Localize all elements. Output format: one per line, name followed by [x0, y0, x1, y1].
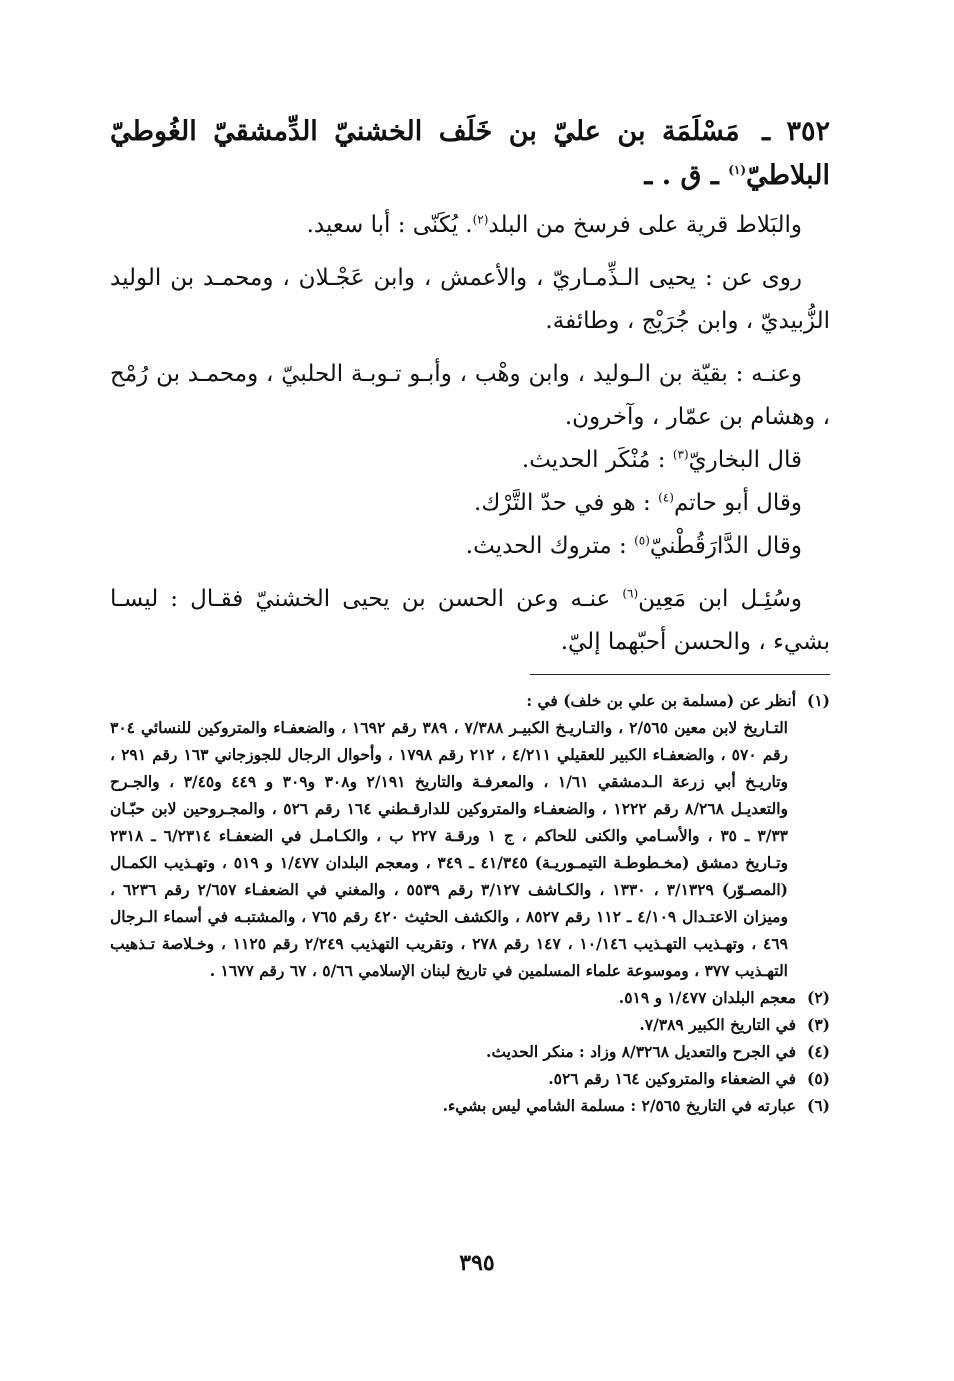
entry-number: ٣٥٢ ـ	[762, 116, 831, 147]
page-number: ٣٩٥	[459, 1250, 495, 1276]
footnote-mark: (٣)	[806, 1015, 830, 1034]
paragraph: قال البخاريّ$^{(٣)}$ : مُنْكَر الحديث.	[521, 447, 802, 473]
footnote-ref: (٢)	[472, 212, 489, 227]
footnote-mark: (٤)	[806, 1042, 830, 1061]
footnote-ref: (٦)	[622, 586, 639, 601]
footnote-ref: (٥)	[634, 533, 650, 548]
footnote-mark: (٥)	[806, 1069, 830, 1088]
footnote-divider	[530, 674, 830, 675]
footnote-ref: (٣)	[672, 447, 689, 462]
paragraph: وعنـه : بقيّة بن الـوليد ، وابن وهْب ، وأبـو تـوبـة الحلبيّ ، ومحمـد بن رُمْح ، وهشام بن عمّار ، وآخرون.	[110, 361, 830, 430]
footnote-mark: (٢)	[806, 988, 830, 1007]
footnote-mark: (٦)	[806, 1096, 830, 1115]
footnote-ref: (٤)	[658, 490, 674, 505]
footnote: (٦) عبارته في التاريخ ٢/٥٦٥ : مسلمة الشامي ليس بشيء.	[110, 1092, 830, 1119]
footnote: (٥) في الضعفاء والمتروكين ١٦٤ رقم ٥٢٦.	[110, 1065, 830, 1092]
paragraph: وقال الدَّارَقُطْنيّ$^{(٥)}$ : متروك الحديث.	[465, 533, 802, 559]
footnote-ref: (١)	[728, 163, 747, 177]
entry-title	[110, 110, 830, 198]
paragraph: والبَلاط قرية على فرسخ من البلد$^{(٢)}$. يُكَنّى : أبا سعيد.	[306, 212, 802, 238]
footnote: (٤) في الجرح والتعديل ٨/٣٢٦٨ وزاد : منكر الحديث.	[110, 1038, 830, 1065]
paragraph: وقال أبو حاتم$^{(٤)}$ : هو في حدّ التَّرْك.	[474, 490, 802, 516]
paragraph: وسُئِـل ابن مَعِين$^{(٦)}$ عنـه وعن الحسن بن يحيى الخشنيّ فقـال : ليسـا بشيء ، والحسن أحبّهما إليّ.	[110, 586, 830, 655]
footnote: (١) أنظر عن (مسلمة بن علي بن خلف) في : التـاريخ لابن معين ٢/٥٦٥ ، والتـاريـخ الكبيـر ٧/٣٨٨ ، ٣٨٩ رقم ١٦٩٢ ، والضعفـاء والمتروكين للنسائي ٣٠٤ رقم ٥٧٠ ، والضعفـاء الكبير للعقيلي ٤/٢١١ ، ٢١٢ رقم ١٧٩٨ ، وأحوال الرجال للجوزجاني ١٦٣ رقم ٢٩١ ، وتاريـخ أبي زرعة الـدمشقي ١/٦١ ، والمعرفـة والتاريخ ٢/١٩١ و٣٠٨ و٣٠٩ و ٤٤٩ و٣/٤٥ ، والجـرح والتعديـل ٨/٢٦٨ رقم ١٢٢٢ ، والضعفـاء والمتروكين للدارقـطني ١٦٤ رقم ٥٢٦ ، والمجـروحين لابن حبّـان ٣/٣٣ ـ ٣٥ ، والأسـامي والكنى للحاكم ، ج ١ ورقـة ٢٢٧ ب ، والكـامـل في الضعفـاء ٦/٢٣١٤ ـ ٢٣١٨ وتـاريخ دمشق (مخـطوطـة التيمـوريـة) ٤١/٣٤٥ ـ ٣٤٩ ، ومعجم البلدان ١/٤٧٧ و ٥١٩ ، وتهـذيب الكمـال (المصـوّر) ٣/١٣٢٩ ، ١٣٣٠ ، والكـاشف ٣/١٢٧ رقم ٥٥٣٩ ، والمغني في الضعفـاء ٢/٦٥٧ رقم ٦٢٣٦ ، وميزان الاعتـدال ٤/١٠٩ ـ ١١٢ رقم ٨٥٢٧ ، والكشف الحثيث ٤٢٠ رقم ٧٦٥ ، والمشتبـه في أسماء الـرجال ٤٦٩ ، وتهـذيب التهـذيب ١٠/١٤٦ ، ١٤٧ رقم ٢٧٨ ، وتقريب التهذيب ٢/٢٤٩ رقم ١١٢٥ ، وخـلاصة تـذهيب التهـذيب ٣٧٧ ، وموسوعة علماء المسلمين في تاريخ لبنان الإسلامي ٥/٦٦ ، ٦٧ رقم ١٦٧٧ .	[110, 687, 830, 984]
entry-suffix: ـ ق . ـ	[644, 160, 719, 191]
entry-name: مَسْلَمَة بن عليّ بن خَلَف الخشنيّ الدِّمشقيّ الغُوطيّ البلاطيّ	[110, 116, 830, 191]
footnote: (٣) في التاريخ الكبير ٧/٣٨٩.	[110, 1011, 830, 1038]
footnote-mark: (١)	[806, 691, 830, 710]
footnote: (٢) معجم البلدان ١/٤٧٧ و ٥١٩.	[110, 984, 830, 1011]
page-body	[110, 110, 830, 1119]
paragraph: روى عن : يحيى الـذِّمـاريّ ، والأعمش ، وابن عَجْـلان ، ومحمـد بن الوليد الزُّبيديّ ، وابن جُرَيْج ، وطائفة.	[110, 265, 830, 334]
